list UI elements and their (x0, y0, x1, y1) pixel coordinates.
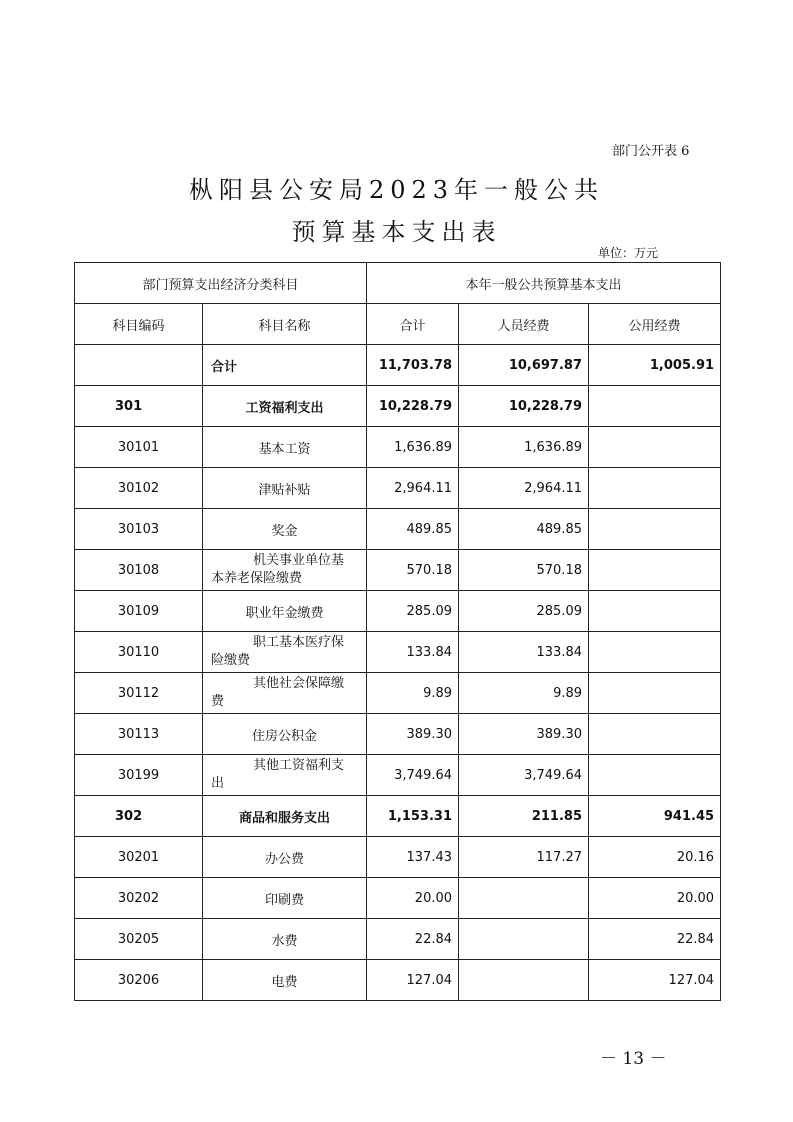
cell-name: 电费 (203, 960, 367, 1001)
cell-name-line-2: 险缴费 (211, 653, 251, 668)
cell-public: 22.84 (589, 919, 721, 960)
table-row (75, 837, 721, 878)
cell-code: 30102 (75, 468, 203, 509)
cell-personnel: 10,697.87 (459, 345, 589, 386)
cell-public: 1,005.91 (589, 345, 721, 386)
cell-name (203, 755, 367, 796)
cell-total: 22.84 (367, 919, 459, 960)
cell-name: 奖金 (203, 509, 367, 550)
cell-name-line-1: 其他社会保障缴 (253, 676, 345, 691)
cell-code: 30110 (75, 632, 203, 673)
header-group-expenditure: 本年一般公共预算基本支出 (367, 263, 721, 304)
table-row (75, 509, 721, 550)
cell-name: 办公费 (203, 837, 367, 878)
cell-name-line-1: 机关事业单位基 (253, 553, 345, 568)
cell-public (589, 755, 721, 796)
cell-name-line-1: 职工基本医疗保 (253, 635, 345, 650)
header-group-classification: 部门预算支出经济分类科目 (75, 263, 367, 304)
cell-public (589, 386, 721, 427)
cell-total: 10,228.79 (367, 386, 459, 427)
form-number: 部门公开表 6 (612, 144, 690, 159)
cell-total: 127.04 (367, 960, 459, 1001)
cell-code: 30112 (75, 673, 203, 714)
cell-code: 301 (75, 386, 203, 427)
cell-name-line-2: 本养老保险缴费 (211, 571, 303, 586)
cell-public (589, 591, 721, 632)
cell-personnel (459, 919, 589, 960)
table-row (75, 591, 721, 632)
cell-name: 基本工资 (203, 427, 367, 468)
cell-public: 127.04 (589, 960, 721, 1001)
cell-code: 30109 (75, 591, 203, 632)
cell-code: 30101 (75, 427, 203, 468)
cell-total: 9.89 (367, 673, 459, 714)
header-personnel: 人员经费 (459, 304, 589, 345)
header-total: 合计 (367, 304, 459, 345)
cell-personnel: 117.27 (459, 837, 589, 878)
cell-public: 20.16 (589, 837, 721, 878)
page-title-line-1: 枞阳县公安局2023年一般公共 (188, 176, 605, 204)
cell-public (589, 632, 721, 673)
cell-public (589, 468, 721, 509)
cell-public (589, 673, 721, 714)
cell-total: 570.18 (367, 550, 459, 591)
cell-name: 合计 (203, 345, 367, 386)
cell-code: 30205 (75, 919, 203, 960)
cell-name: 印刷费 (203, 878, 367, 919)
cell-total: 3,749.64 (367, 755, 459, 796)
cell-personnel: 1,636.89 (459, 427, 589, 468)
page-number: － 13 － (600, 1049, 667, 1069)
cell-personnel: 133.84 (459, 632, 589, 673)
unit-label: 单位：万元 (598, 246, 659, 260)
cell-code: 30103 (75, 509, 203, 550)
table-row (75, 632, 721, 673)
page-title-line-2: 预算基本支出表 (291, 218, 502, 246)
cell-total: 137.43 (367, 837, 459, 878)
cell-total: 2,964.11 (367, 468, 459, 509)
cell-code: 30206 (75, 960, 203, 1001)
cell-public (589, 509, 721, 550)
table-row (75, 714, 721, 755)
cell-code: 30199 (75, 755, 203, 796)
cell-public (589, 550, 721, 591)
cell-personnel: 9.89 (459, 673, 589, 714)
table-row (75, 755, 721, 796)
cell-personnel: 489.85 (459, 509, 589, 550)
table-row (75, 919, 721, 960)
cell-personnel: 389.30 (459, 714, 589, 755)
header-public: 公用经费 (589, 304, 721, 345)
cell-code: 30201 (75, 837, 203, 878)
cell-personnel (459, 960, 589, 1001)
cell-name: 津贴补贴 (203, 468, 367, 509)
cell-personnel: 2,964.11 (459, 468, 589, 509)
cell-code: 30202 (75, 878, 203, 919)
table-row (75, 878, 721, 919)
table-row-total (75, 345, 721, 386)
cell-code: 30108 (75, 550, 203, 591)
cell-name (203, 632, 367, 673)
cell-code: 30113 (75, 714, 203, 755)
cell-name (203, 550, 367, 591)
cell-code (75, 345, 203, 386)
cell-public (589, 714, 721, 755)
cell-name: 商品和服务支出 (203, 796, 367, 837)
cell-personnel (459, 878, 589, 919)
cell-total: 11,703.78 (367, 345, 459, 386)
cell-name (203, 673, 367, 714)
cell-personnel: 3,749.64 (459, 755, 589, 796)
table-row (75, 550, 721, 591)
cell-name-line-2: 出 (211, 776, 225, 791)
table-row (75, 468, 721, 509)
cell-total: 389.30 (367, 714, 459, 755)
cell-public: 941.45 (589, 796, 721, 837)
cell-name: 职业年金缴费 (203, 591, 367, 632)
cell-name-line-1: 其他工资福利支 (253, 758, 345, 773)
cell-total: 1,636.89 (367, 427, 459, 468)
cell-total: 20.00 (367, 878, 459, 919)
table-row (75, 427, 721, 468)
cell-name: 住房公积金 (203, 714, 367, 755)
table-row (75, 673, 721, 714)
cell-name: 工资福利支出 (203, 386, 367, 427)
cell-name-line-2: 费 (211, 694, 225, 709)
cell-name: 水费 (203, 919, 367, 960)
cell-code: 302 (75, 796, 203, 837)
cell-public (589, 427, 721, 468)
cell-personnel: 570.18 (459, 550, 589, 591)
cell-total: 133.84 (367, 632, 459, 673)
cell-public: 20.00 (589, 878, 721, 919)
cell-personnel: 211.85 (459, 796, 589, 837)
header-name: 科目名称 (203, 304, 367, 345)
table-row (75, 960, 721, 1001)
table-row (75, 386, 721, 427)
cell-personnel: 10,228.79 (459, 386, 589, 427)
budget-table (74, 262, 721, 1001)
cell-personnel: 285.09 (459, 591, 589, 632)
table-row (75, 796, 721, 837)
cell-total: 489.85 (367, 509, 459, 550)
cell-total: 285.09 (367, 591, 459, 632)
header-code: 科目编码 (75, 304, 203, 345)
cell-total: 1,153.31 (367, 796, 459, 837)
